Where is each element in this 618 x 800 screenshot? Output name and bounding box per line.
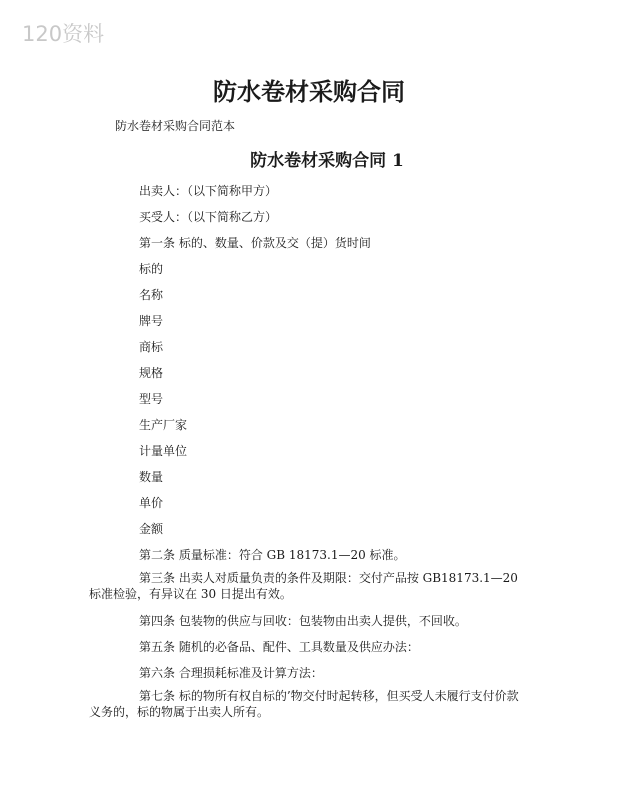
field-item: 牌号 [139, 314, 164, 328]
article-7: 第七条 标的物所有权自标的’物交付时起转移，但买受人未履行支付价款义务的，标的物属于出卖人所有。 [89, 689, 519, 719]
field-item: 标的 [139, 262, 164, 276]
article-3: 第三条 出卖人对质量负责的条件及期限：交付产品按 GB18173.1—20 标准检验，有异议在 30 日提出有效。 [89, 571, 518, 601]
article-6: 第六条 合理损耗标准及计算方法： [139, 666, 323, 680]
field-item: 生产厂家 [139, 418, 188, 432]
field-item: 数量 [139, 470, 164, 484]
field-item: 金额 [139, 522, 164, 536]
seller-line: 出卖人：（以下简称甲方） [139, 184, 278, 198]
article-1: 第一条 标的、数量、价款及交（提）货时间 [139, 236, 371, 250]
field-item: 型号 [139, 392, 164, 406]
buyer-line: 买受人：（以下简称乙方） [139, 210, 278, 224]
article-2: 第二条 质量标准：符合 GB 18173.1—20 标准。 [139, 548, 406, 562]
article-4: 第四条 包装物的供应与回收：包装物由出卖人提供，不回收。 [139, 614, 467, 628]
watermark-logo: 120资料 [22, 22, 105, 46]
field-item: 单价 [139, 496, 164, 510]
field-item: 名称 [139, 288, 164, 302]
document-title: 防水卷材采购合同 [213, 77, 405, 106]
article-5: 第五条 随机的必备品、配件、工具数量及供应办法： [139, 640, 419, 654]
field-item: 规格 [139, 366, 164, 380]
field-item: 商标 [139, 340, 164, 354]
contract-heading: 防水卷材采购合同 1 [250, 151, 404, 171]
document-subtitle: 防水卷材采购合同范本 [115, 119, 236, 133]
field-item: 计量单位 [139, 444, 188, 458]
